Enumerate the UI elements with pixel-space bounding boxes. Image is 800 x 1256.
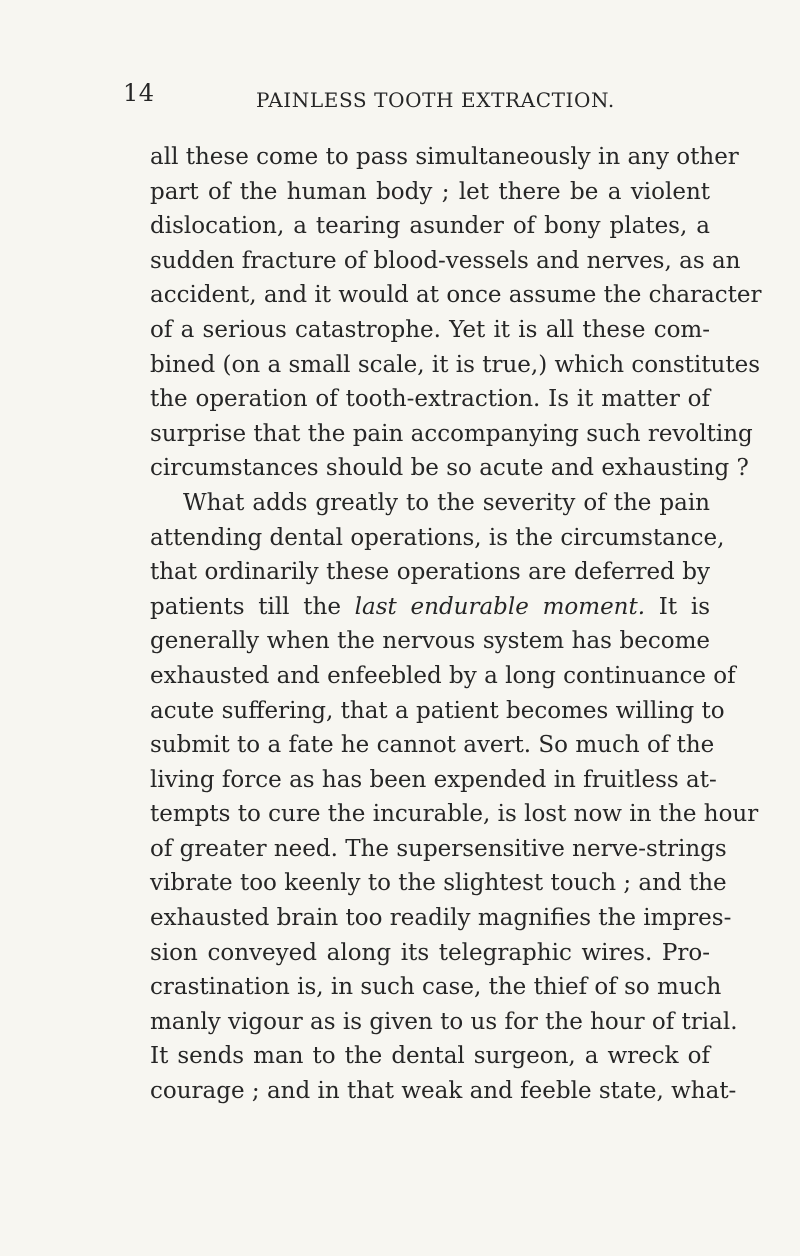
text-line: sudden fracture of blood-vessels and nerves, as an: [150, 247, 741, 274]
text-run: patients till the: [150, 593, 355, 620]
text-line: tempts to cure the incurable, is lost now in the hour: [150, 801, 759, 828]
text-line: courage ; and in that weak and feeble state, what-: [150, 1078, 737, 1105]
text-line: vibrate too keenly to the slightest touch ; and the: [150, 870, 727, 897]
page-number: 14: [123, 79, 155, 107]
text-line: exhausted brain too readily magnifies the impres-: [150, 905, 732, 932]
running-title: PAINLESS TOOTH EXTRACTION.: [256, 88, 615, 112]
italic-emphasis: last endurable moment.: [354, 593, 646, 620]
text-line: sion conveyed along its telegraphic wires. Pro-: [150, 939, 710, 966]
text-line: the operation of tooth-extraction. Is it matter of: [150, 386, 710, 413]
text-line: of greater need. The supersensitive nerve-strings: [150, 835, 727, 862]
paragraph-start-line: What adds greatly to the severity of the pain: [183, 489, 710, 516]
text-line: submit to a fate he cannot avert. So much of the: [150, 732, 715, 759]
text-line: all these come to pass simultaneously in any other: [150, 144, 739, 170]
text-line: dislocation, a tearing asunder of bony plates, a: [150, 213, 710, 240]
text-line: exhausted and enfeebled by a long continuance of: [150, 662, 736, 689]
text-line: accident, and it would at once assume the character: [150, 282, 762, 309]
text-line: circumstances should be so acute and exhausting ?: [150, 455, 749, 482]
text-line: part of the human body ; let there be a violent: [150, 178, 710, 205]
text-run: It is: [645, 593, 710, 620]
text-line: bined (on a small scale, it is true,) which constitutes: [150, 351, 760, 378]
text-line: surprise that the pain accompanying such revolting: [150, 420, 753, 447]
text-line: generally when the nervous system has become: [150, 628, 710, 655]
text-line: crastination is, in such case, the thief of so much: [150, 974, 722, 1001]
text-line: of a serious catastrophe. Yet it is all these com-: [150, 316, 710, 343]
text-line: living force as has been expended in fruitless at-: [150, 766, 717, 793]
text-line: that ordinarily these operations are deferred by: [150, 559, 710, 586]
text-line: acute suffering, that a patient becomes willing to: [150, 697, 725, 724]
text-line-with-emphasis: [150, 590, 710, 625]
text-line: attending dental operations, is the circumstance,: [150, 524, 725, 551]
text-line: manly vigour as is given to us for the hour of trial.: [150, 1008, 738, 1035]
text-line: It sends man to the dental surgeon, a wreck of: [150, 1043, 710, 1070]
body-text: [150, 140, 762, 1109]
